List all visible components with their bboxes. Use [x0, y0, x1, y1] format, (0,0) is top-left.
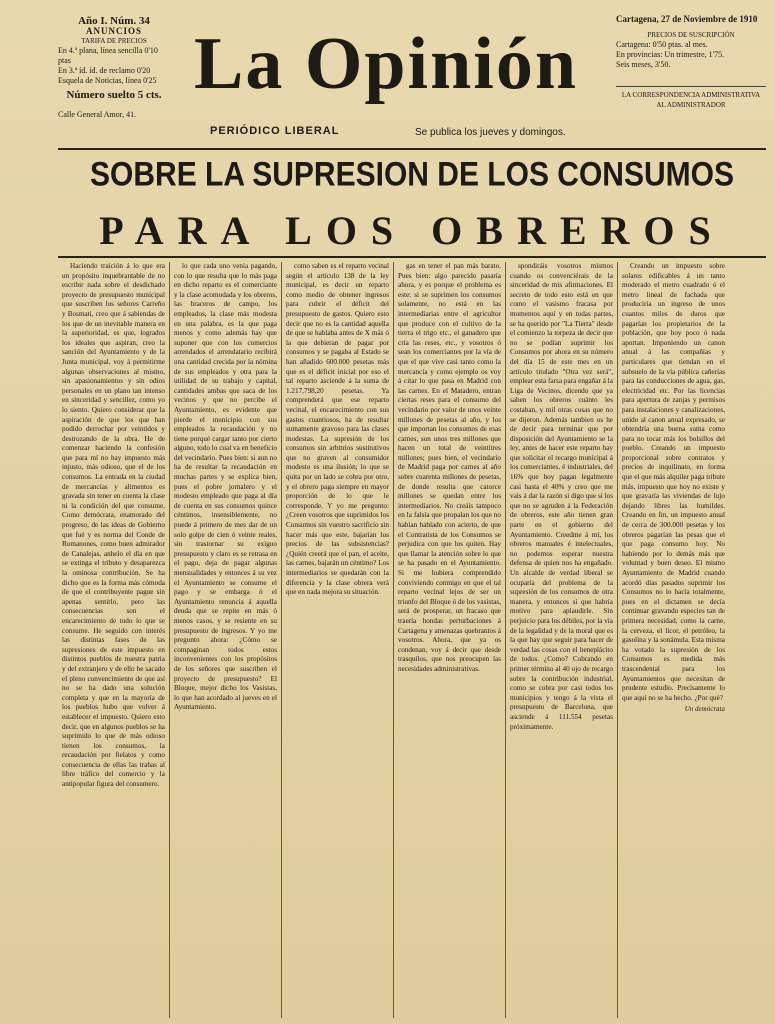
column-text: Haciendo traición á lo que era un propósito inquebrantable de no escribir nada sobre el desdichado proyecto de presupuesto municipal que suscriben los señores Carreño y Bosmati, creo que á sabiendas de los que de un inevitable manera en la superioridad, es que, logrados los ideales que aspiran, creo la sanción del Ayuntamiento y de la Junta municipal, voy á permitirme algunas observaciones al mismo, sin apasionamientos y sin odios personales en un plano tan intenso en sinceridad y sencillez, como yo lo siento. Quiero considerar que la aspiración de que los que han podido derrochar por veintidos y destrozando de la obra. He de comenzar haciendo la confesión que para mí no hay impuesto más injusto, más odioso, que el de los consumos. La entrada en la ciudad de mercancías y alimentos es gravada sin tener en cuenta la clase ni la condición del que consume. Como demócrata, enamorado del progreso, de las ideas de Gobierno que fué y es norma del Conde de Romanones, como buen admirador de Canalejas, anhelo el día en que se extinga el tributo y desaparezca la ominosa contribución. Se ha dicho que es la forma más cómoda de que el contribuyente pague sin apenas sentirlo, pero las consecuencias son el encarecimiento de todo lo que se consume. He seguido con interés las distintas fases de las supresiones de este impuesto en distintos pueblos de nuestra patria y del extranjero y de ello he sacado el pleno convencimiento de que así no se ha dado una solución completa y que en la mayoría de los pueblos hubo que volver á establecer el impuesto. Quiero esto decir, que en algunos pueblos se ha suprimido lo que de más odioso tienen los consumos, la recaudación por fielatos y como consecuencia de ellas las trabas al libre tráfico del comercio y la antipopular figura del consumero.	[62, 262, 165, 789]
precio-line: Cartagena: 0'50 ptas. al mes.	[616, 40, 708, 49]
masthead	[0, 0, 775, 150]
precios-heading: PRECIOS DE SUSCRIPCIÓN	[647, 31, 735, 39]
address: Calle General Amor, 41.	[58, 110, 137, 119]
advertising-box	[58, 16, 170, 120]
headline-rule	[58, 256, 766, 258]
column-text: lo que cada uno venía pagando, con lo que resulta que lo más paga en dicho reparto es el comerciante y la clase acomodada y los obreros, las braceros de campo, los empleados, la clase más modesta en una palabra, es la que paga menos y como además hay que suponer que con los comercios arrendados el arrendatario recibirá una cantidad crecida por la nómina de sus empleados y otra para la utilidad de su trabajo y capital, cantidades ambas que saca de los vecinos y que no percibe el Ayuntamiento, es evidente que pierde el municipio con sus empleados la recaudación y no tiene porqué cargar tanto por cierto alguno, todo lo cual va en beneficio del vecindario. Pues bien: si aun no ha de resultar la recaudación en muchas partes y se explica bien, pues el pobre jornalero y el modesto empleado que paga al día de cuenta en sus consumos quince céntimos, insensiblemente, no puede á primero de mes dar de un solo golpe de cien ó veinte reales, sin trastornar su exiguo presupuesto y claro es se retrasa en el pago, deja de pagar algunas mensualidades y entonces á su vez el Ayuntamiento se consume el pago y se embarga ó el Ayuntamiento renuncia á aquella deuda que se repite en más ó menos casos, y se resiente en su presupuesto de ingresos. Y yo me pregunto ahora: ¿Cómo se compaginan todos estos inconvenientes con los propósitos de los señores que suscriben el proyecto de presupuesto? El Bloque, mejor dicho los Vasistas, lo que han acordado al jueves en el Ayuntamiento.	[174, 262, 277, 712]
issue-date: Cartagena, 27 de Noviembre de 1910	[616, 14, 758, 24]
newspaper-subtitle: PERIÓDICO LIBERAL	[210, 125, 340, 137]
article-column-3	[282, 262, 394, 1018]
column-text: spondiráis vosotros mismos cuando os convenciérais de la sinceridad de mis afirmaciones. El secreto de todo esto está en que como el vasismo fracasa por momentos aquí y en todas partes, se ha querido por "La Tierra" desde el comienzo la torpeza de decir que no se podían suprimir los Consumos por ahora en su número del día 15 de este mes en un artículo titulado "Otra vez será", emplear esta farsa para engañar á la Liga de Vecinos, dicendo que ya saben los obreros cuánto les costaban, y mil otras cosas que no se dijeron. Además tambien os he de decir para terminar que por disposición del Ayuntamiento se la ley, antes de hacer este reparto hay que solicitar el recargo municipal á los comerciantes, é industriales, del 16% que hoy pagan legalmente casi hasta el 40% y creo que me vais á dar la razón si digo que si los que no se agruden á la Federación de obreros, este año tienen gran parte en el gobierno del Ayuntamiento. Creedme á mí, los obreros manuales é intelectuales, no podemos esperar nuestra defensa de quien nos ha engañado. Un alcalde de verdad liberal se ocuparía del problema de la supresión de los consumos de otra manera, y entonces sí que habría motivo para aplaudirle. Sin perjuicio para los débiles, por la vía de la legalidad y de la moral que es la que hay que seguir para hacer de verdad las cosas con el beneplácito de todos. ¿Como? Cobrando en primer término al 40 ojo de recargo sobre la contribución industrial, como se cobra por casi todos los municipios y tengo á la vista el presupuesto de Barcelona, que asciende á 111.554 pesetas próximamente.	[510, 262, 613, 731]
column-text: gas en tener el pan más barato. Pues bien: algo parecido pasaría ahora, y es porque el problema es este: si se suprimen los consumos solamente, no está en las intermediarias entre el agricultor que produce con el cultivo de la tierra el trigo etc., el ganadero que cría las reses, etc., y vosotros ó sean los comerciantes por la vía de que el que vive casi tanto como la mercancía y como ejemplo os voy á citar lo que pasa en Madrid con las carnes. En el Matadero, entran ciertas reses para el consumo del vecindario por valor de unos veinte millones de pesetas al año, y los que importan los consumos de esas carnes, son unos tres millones que hacen un total de veintitres millones; pues bien, el vecindario de Madrid paga por carnes al año sobre cuarenta millones de pesetas, de donde resulta que catorce millones se quedan entre los intermediarios. No creáis tampoco en la falsía que propalan los que no habían hablado con acierto, de que el Contratista de los Consumos se perjudica con que los quiten. Hay que llamar la atención sobre lo que se ha pasado en el Ayuntamiento. Si me hubiera comprendido conviviendo conmigo en que el tal reparto vecinal lejos de ser un triunfo del Bloque ó de los vasistas, será de prosperar, un fracaso que traería hondas perturbaciones á Cartagena y amenazas quebrantos á vosotros. Ahora, que ya os condenan, voy á decir que desde trasquilos, que nos preocupen las necesidades administrativas.	[398, 262, 501, 673]
numero-suelto: Número suelto 5 cts.	[66, 89, 162, 101]
publication-days: Se publica los jueves y domingos.	[415, 127, 566, 138]
precio-line: Seis meses, 3'50.	[616, 60, 671, 69]
headline-line1: SOBRE LA SUPRESION DE LOS CONSUMOS	[90, 155, 734, 194]
column-text: Creando un impuesto sobre solares edificables á un tanto moderado el metro cuadrado ó el metro lineal de fachada que produciría un ingreso de unos cuantos miles de duros que pagarían los propietarios de la población, que hoy poco ó nada aportan. Imponiendo un canon anual á las compañías y particulares que tiendan en el subsuelo de la vía pública cañerías para las conducciones de agua, gas, electricidad etc. Por las licencias para apertura de zanjas y permisos para instalaciones y canalizaciones, unido al canon anual expresado, se obtendría una buena suma como para no tocar más los bolsillos del pueblo. Creando un impuesto proporcional sobre contratos y precios de inquilinato, en forma que el que más alquiler paga tribute más, impuesto que hoy no existe y que gravaría las viviendas de lujo dejando libres las humildes. Creando en fin, un impuesto anual de cerca de 300.000 pesetas y los obreros pagarían las pesas que el que paga consumo hoy. No habiendo por lo demás más que voluntad y buen deseo. El mismo Ayuntamiento de Madrid cuando acordó días pasados suprimir los Consumos no lo hacía totalmente, pues en el dictamen se decía continuar gravando especies tan de primera necesidad, como la carne, la cerveza, el licor, el petróleo, la gasolina y la sonámula. Esta misma ha votado la supresión de los Consumos es medida más trascendental para los Ayuntamientos que necesitan de prudente estudio. Precisamente lo que aquí no se ha hecho. ¿Por qué?	[622, 262, 725, 702]
tarifa-line: En 3.ª íd. íd. de reclamo 0'20	[58, 66, 151, 75]
tarifa-title: TARIFA DE PRECIOS	[81, 37, 147, 45]
admin-line: LA CORRESPONDENCIA ADMINISTRATIVA	[621, 91, 761, 99]
article-column-2	[170, 262, 282, 1018]
article-column-5	[506, 262, 618, 1018]
admin-line: AL ADMINISTRADOR	[656, 101, 726, 109]
column-text: como saben es el reparto vecinal según el artículo 138 de la ley municipal, es decir un reparto como medio de obtener ingresos para cubrir el déficit del presupuesto de gastos. Quiero esto decir que no es la cantidad aquella de que se hablaba antes de X más ó la que debieran de pagar por consumos y se pagaba al Estado se han añadido 600.000 pesetas más que es el déficit inicial por eso el tal reparto asciende á la suma de 1.217,798,20 pesetas. Ya comprenderá que ese reparto vecinal, el encarecimiento con sus gastos cuantiosos, ha de resultar sumamente gravoso para las clases modestas. La supresión de los consumos sin arbitrios sustitutivos que no graven al consumidor modesto es una ilusión; lo que se quita por un lado se cobra por otro, y el obrero paga siempre en mayor proporción de lo que le corresponde. Y yo me pregunto: ¿Creen vosotros que suprimidos los Consumos sin vuestro sacrificio sin hacer más que este, bajarían los precios de las subsistencias? ¿Quién creerá que el pan, el aceite, las carnes, bajarán un céntimo? Los intermediarios se quedarán con la diferencia y la clase obrera verá que en nada mejora su situación.	[286, 262, 389, 597]
article-signature: Un demócrata	[684, 705, 725, 714]
admin-note	[616, 86, 766, 110]
article-column-1	[58, 262, 170, 1018]
precio-line: En provincias: Un trimestre, 1'75.	[616, 50, 725, 59]
newspaper-title: La Opinión	[193, 23, 578, 105]
article-columns	[58, 262, 770, 1018]
article-column-6	[618, 262, 729, 1018]
subscription-box	[616, 14, 766, 110]
issue-number: Año I. Núm. 34	[78, 15, 150, 27]
tarifa-line: En 4.ª plana, línea sencilla 0'10 ptas	[58, 46, 158, 65]
article-column-4	[394, 262, 506, 1018]
top-rule	[58, 148, 766, 150]
anuncios-label: ANUNCIOS	[85, 26, 142, 36]
tarifa-line: Esquela de Noticias, línea 0'25	[58, 76, 157, 85]
headline-line2: PARA LOS OBREROS	[99, 208, 725, 253]
